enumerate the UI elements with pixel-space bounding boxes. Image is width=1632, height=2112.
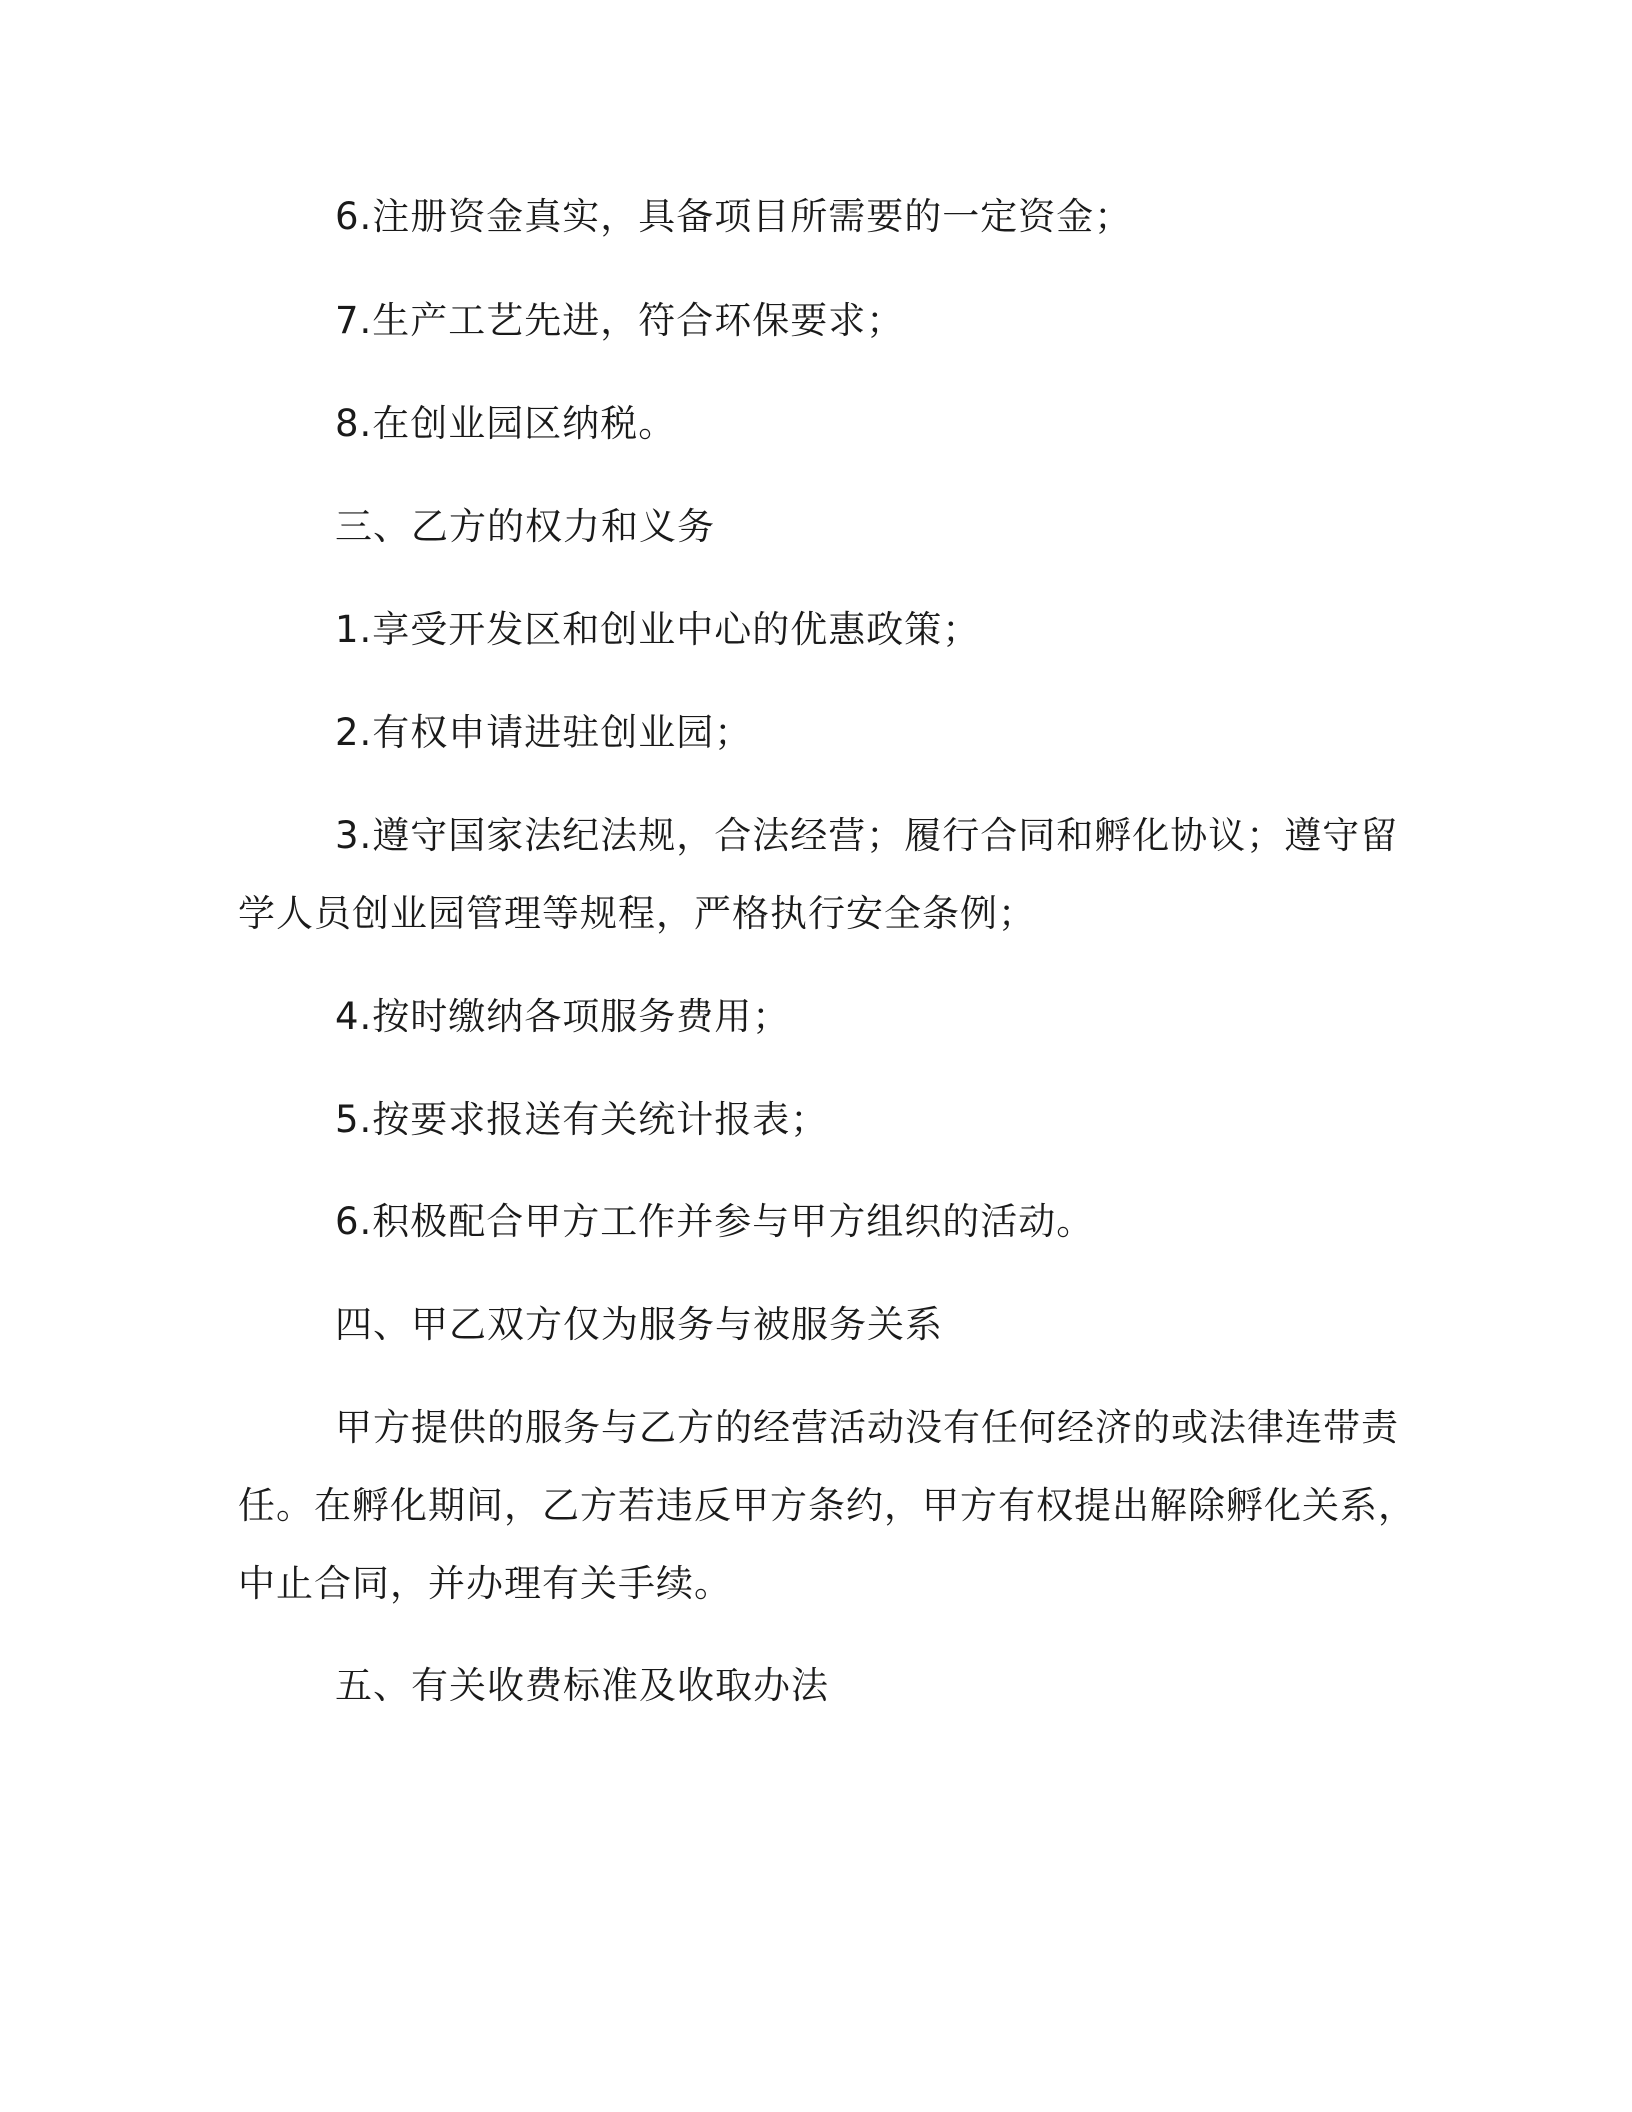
list-item-3-line-2: 学人员创业园管理等规程，严格执行安全条例； bbox=[238, 892, 1036, 935]
list-item-1-policy: 1.享受开发区和创业中心的优惠政策； bbox=[335, 608, 981, 651]
list-item-5-reports: 5.按要求报送有关统计报表； bbox=[335, 1098, 829, 1141]
list-item-6-capital: 6.注册资金真实，具备项目所需要的一定资金； bbox=[335, 195, 1133, 238]
paragraph-line-2: 任。在孵化期间，乙方若违反甲方条约，甲方有权提出解除孵化关系， bbox=[238, 1484, 1416, 1527]
paragraph-service-relation bbox=[238, 1389, 1416, 1623]
paragraph-line-3: 中止合同，并办理有关手续。 bbox=[238, 1562, 732, 1605]
list-item-7-process: 7.生产工艺先进，符合环保要求； bbox=[335, 299, 905, 342]
section-heading-4: 四、甲乙双方仅为服务与被服务关系 bbox=[335, 1303, 943, 1346]
list-item-6-cooperate: 6.积极配合甲方工作并参与甲方组织的活动。 bbox=[335, 1200, 1095, 1243]
paragraph-line-1: 甲方提供的服务与乙方的经营活动没有任何经济的或法律连带责 bbox=[335, 1406, 1399, 1449]
list-item-2-apply: 2.有权申请进驻创业园； bbox=[335, 711, 753, 754]
section-heading-5: 五、有关收费标准及收取办法 bbox=[335, 1664, 829, 1707]
section-heading-3: 三、乙方的权力和义务 bbox=[335, 505, 715, 548]
list-item-3-compliance bbox=[238, 797, 1399, 953]
list-item-3-line-1: 3.遵守国家法纪法规，合法经营；履行合同和孵化协议；遵守留 bbox=[335, 814, 1399, 857]
list-item-8-tax: 8.在创业园区纳税。 bbox=[335, 402, 677, 445]
list-item-4-fees: 4.按时缴纳各项服务费用； bbox=[335, 995, 791, 1038]
